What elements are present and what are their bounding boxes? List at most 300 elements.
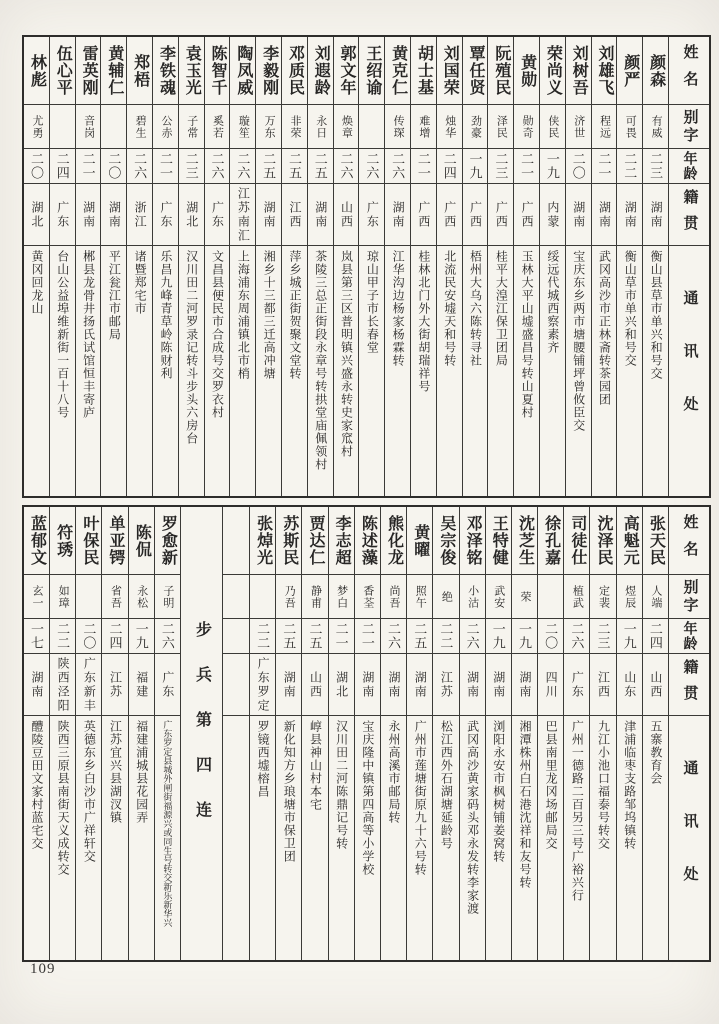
byname-cell [127,105,152,149]
name-cell [463,37,488,105]
person-byname: 尚吾 [388,584,401,609]
byname-cell [155,575,180,619]
name-cell [127,37,152,105]
person-address: 梧州大乌六陈转寻社 [468,250,483,367]
name-cell [512,507,537,575]
person-name: 陈述藻 [359,515,377,566]
person-age: 二四 [441,152,457,180]
address-cell [590,716,615,960]
byname-cell [50,105,75,149]
person-byname: 植武 [571,584,584,609]
person-address: 湘乡十三都三迁高冲塘 [262,250,277,380]
person-address: 宝庆东乡两市塘腰铺坪曾攸臣交 [571,250,586,432]
person-age: 一九 [133,622,149,650]
age-cell [155,619,180,654]
native-cell [355,654,380,716]
address-cell [355,716,380,960]
person-native-place: 广西 [520,200,535,229]
roster-column [50,37,76,496]
person-age: 二四 [647,622,663,650]
age-cell [334,149,359,184]
age-cell [617,149,642,184]
person-native-place: 江西 [596,670,611,699]
person-address: 福建浦城县花园弄 [134,720,149,824]
address-cell [540,246,565,496]
person-native-place: 湖南 [107,200,122,229]
byname-cell [566,105,591,149]
name-cell [329,507,354,575]
person-address: 郴县龙骨井扬氏试馆恒丰寄庐 [81,250,96,419]
native-cell [488,184,513,246]
native-cell [617,184,642,246]
person-address: 黄冈回龙山 [29,250,44,315]
person-native-place: 广东 [210,200,225,229]
person-native-place: 山东 [622,670,637,699]
roster-column [433,507,459,960]
person-name: 邓泽铭 [464,515,482,566]
address-cell [433,716,458,960]
roster-column [179,37,205,496]
person-native-place: 陕西泾阳 [56,656,71,713]
person-age: 一九 [621,622,637,650]
native-cell [250,654,275,716]
person-address: 桂平大湟江保卫团局 [494,250,509,367]
person-native-place: 江苏 [108,670,123,699]
byname-cell [276,575,301,619]
person-address: 茶陵三总正街段永章号转拱堂庙佩领村 [313,250,328,471]
header-cell-address [669,246,709,496]
native-cell [381,654,406,716]
name-cell [153,37,178,105]
byname-cell [488,105,513,149]
native-cell [512,654,537,716]
name-cell [566,37,591,105]
person-name: 郑梧 [131,53,149,88]
name-cell [385,37,410,105]
roster-column [617,37,643,496]
address-cell [334,246,359,496]
age-cell [512,619,537,654]
person-byname: 尤勇 [30,114,43,139]
roster-column [329,507,355,960]
person-byname: 永松 [135,584,148,609]
person-native-place: 湖南 [465,670,480,699]
name-cell [381,507,406,575]
roster-column [153,37,179,496]
person-address: 衡山县草市单兴和号交 [649,250,664,380]
native-cell [460,654,485,716]
name-cell [256,37,281,105]
person-address: 诸暨郑宅市 [133,250,148,315]
person-address: 文昌县便民市合成号交罗衣村 [210,250,225,419]
name-cell [359,37,384,105]
roster-column [50,507,76,960]
person-byname: 公赤 [159,114,172,139]
age-cell [355,619,380,654]
native-cell [540,184,565,246]
native-cell [538,654,563,716]
name-cell [617,507,642,575]
age-cell [76,149,101,184]
byname-cell [385,105,410,149]
byname-cell [463,105,488,149]
roster-column [355,507,381,960]
person-native-place: 广西 [494,200,509,229]
person-native-place: 浙江 [133,200,148,229]
address-cell [308,246,333,496]
person-name: 黄曜 [411,523,429,558]
person-native-place: 湖北 [184,200,199,229]
age-cell [566,149,591,184]
age-cell [538,619,563,654]
person-byname: 侠民 [546,114,559,139]
address-cell [153,246,178,496]
name-cell [155,507,180,575]
age-cell [76,619,101,654]
native-cell [276,654,301,716]
age-cell [308,149,333,184]
name-cell [76,507,101,575]
person-name: 王特健 [490,515,508,566]
person-native-place: 湖北 [334,670,349,699]
byname-cell [381,575,406,619]
person-native-place: 广西 [468,200,483,229]
native-cell [155,654,180,716]
roster-column [590,507,616,960]
native-cell [411,184,436,246]
roster-column [155,507,181,960]
person-native-place: 江苏 [439,670,454,699]
header-cell-age [669,619,709,654]
name-cell [460,507,485,575]
person-name: 张焯光 [254,515,272,566]
age-cell [250,619,275,654]
address-cell [460,716,485,960]
page-number: 109 [30,961,56,977]
byname-cell [617,575,642,619]
person-age: 二五 [281,622,297,650]
person-native-place: 湖南 [649,200,664,229]
person-age: 二六 [159,622,175,650]
person-byname: 玄一 [30,584,43,609]
header-label-age: 年龄 [681,151,697,181]
address-cell [437,246,462,496]
roster-column [24,507,50,960]
header-column [669,507,709,960]
person-age: 二六 [209,152,225,180]
roster-table-lower [22,505,711,962]
person-name: 单亚锷 [107,515,125,566]
address-cell [486,716,511,960]
person-age: 二二 [255,622,271,650]
person-age: 二五 [307,622,323,650]
native-cell [153,184,178,246]
name-cell [302,507,327,575]
header-label-byname: 别字 [681,578,698,615]
address-cell [512,716,537,960]
roster-column [76,507,102,960]
roster-column [359,37,385,496]
age-cell [282,149,307,184]
address-cell [101,246,126,496]
roster-column [282,37,308,496]
name-cell [76,37,101,105]
person-address: 津浦临枣支路邹坞镇转 [622,720,637,850]
person-native-place: 山西 [339,200,354,229]
byname-cell [76,575,101,619]
person-name: 李铁魂 [157,45,175,96]
byname-cell [617,105,642,149]
person-byname: 人端 [649,584,662,609]
header-column [669,37,709,496]
person-native-place: 湖南 [571,200,586,229]
native-cell [302,654,327,716]
roster-column [102,507,128,960]
header-label-name: 姓名 [681,43,698,98]
person-native-place: 广东罗定 [256,656,271,713]
person-age: 二〇 [543,622,559,650]
address-cell [407,716,432,960]
person-name: 叶保民 [80,515,98,566]
native-cell [514,184,539,246]
person-name: 张天民 [647,515,665,566]
person-age: 一九 [467,152,483,180]
header-label-age: 年龄 [681,621,697,651]
roster-column [540,37,566,496]
header-label-address: 通讯处 [681,290,698,449]
person-name: 林彪 [28,53,46,88]
person-address: 永州高溪市邮局转 [387,720,402,824]
person-name: 颜严 [621,53,639,88]
roster-column [276,507,302,960]
byname-cell [102,575,127,619]
age-cell [540,149,565,184]
person-name: 蓝郁文 [28,515,46,566]
person-name: 黄辅仁 [105,45,123,96]
age-cell [486,619,511,654]
person-byname: 小沽 [466,584,479,609]
native-cell [230,184,255,246]
roster-column [24,37,50,496]
name-cell [50,37,75,105]
person-name: 阮殖民 [492,45,510,96]
person-address: 新化知方乡琅塘市保卫团 [282,720,297,863]
person-age: 二二 [622,152,638,180]
person-age: 二三 [493,152,509,180]
roster-column [381,507,407,960]
person-address: 琼山甲子市长春堂 [365,250,380,354]
person-byname: 传琛 [392,114,405,139]
address-cell [463,246,488,496]
name-cell [24,507,49,575]
byname-cell [329,575,354,619]
empty-cell [223,654,249,716]
roster-column [205,37,231,496]
age-cell [102,619,127,654]
byname-cell [590,575,615,619]
byname-cell [486,575,511,619]
byname-cell [433,575,458,619]
name-cell [590,507,615,575]
address-cell [50,716,75,960]
person-address: 汉川田二河陈鼎记号转 [334,720,349,850]
name-cell [514,37,539,105]
person-name: 苏斯民 [280,515,298,566]
byname-cell [24,105,49,149]
person-native-place: 江西 [287,200,302,229]
name-cell [205,37,230,105]
person-age: 二二 [438,622,454,650]
person-native-place: 山西 [308,670,323,699]
person-byname: 焕章 [340,114,353,139]
address-cell [24,716,49,960]
address-cell [643,246,668,496]
person-byname: 劲豪 [469,114,482,139]
person-native-place: 广西 [442,200,457,229]
section-divider-column [181,507,223,960]
address-cell [256,246,281,496]
native-cell [308,184,333,246]
name-cell [488,37,513,105]
person-native-place: 湖南 [413,670,428,699]
person-byname: 奚若 [211,114,224,139]
header-cell-byname [669,105,709,149]
person-native-place: 湖南 [282,670,297,699]
native-cell [463,184,488,246]
byname-cell [302,575,327,619]
person-address: 台山公益埠维新街一百十八号 [55,250,70,419]
person-address: 崞县神山村本宅 [308,720,323,811]
native-cell [282,184,307,246]
person-byname: 武安 [492,584,505,609]
byname-cell [355,575,380,619]
native-cell [205,184,230,246]
header-cell-native [669,184,709,246]
roster-column [488,37,514,496]
age-cell [129,619,154,654]
address-cell [592,246,617,496]
person-age: 二三 [648,152,664,180]
person-address: 巴县南里龙冈场邮局交 [544,720,559,850]
age-cell [127,149,152,184]
person-native-place: 四川 [544,670,559,699]
roster-column [643,507,669,960]
age-cell [230,149,255,184]
person-byname: 省吾 [109,584,122,609]
name-cell [308,37,333,105]
person-byname: 勋奇 [521,114,534,139]
person-byname: 香荃 [361,584,374,609]
name-cell [643,507,668,575]
person-address: 绥远代城西察素齐 [545,250,560,354]
person-native-place: 广东新丰 [82,656,97,713]
age-cell [329,619,354,654]
section-label: 步兵第四连 [193,621,211,846]
person-name: 刘雄飞 [596,45,613,96]
name-cell [250,507,275,575]
name-cell [592,37,617,105]
roster-column [617,507,643,960]
header-label-name: 姓名 [681,513,698,568]
address-cell [127,246,152,496]
name-cell [101,37,126,105]
byname-cell [250,575,275,619]
age-cell [407,619,432,654]
person-age: 二一 [359,622,375,650]
age-cell [411,149,436,184]
byname-cell [153,105,178,149]
person-name: 刘国荣 [441,45,459,96]
name-cell [538,507,563,575]
header-cell-name [669,507,709,575]
person-name: 熊化龙 [385,515,403,566]
person-native-place: 广东 [55,200,70,229]
person-age: 二四 [107,622,123,650]
age-cell [50,149,75,184]
address-cell [276,716,301,960]
person-address: 萍乡城正街贺聚文堂转 [287,250,302,380]
person-address: 广州一德路二百另三号广裕兴行 [570,720,585,902]
native-cell [564,654,589,716]
roster-column [411,37,437,496]
empty-column [223,507,250,960]
person-name: 贾达仁 [306,515,324,566]
roster-table-upper [22,35,711,498]
age-cell [643,619,668,654]
address-cell [385,246,410,496]
address-cell [564,716,589,960]
address-cell [129,716,154,960]
person-byname: 有威 [650,114,663,139]
byname-cell [282,105,307,149]
name-cell [407,507,432,575]
person-address: 江华沟边杨家杨霖转 [391,250,406,367]
roster-column [463,37,489,496]
name-cell [230,37,255,105]
roster-column [592,37,618,496]
byname-cell [592,105,617,149]
address-cell [155,716,180,960]
person-name: 王绍谕 [363,45,381,96]
person-age: 二五 [312,152,328,180]
header-label-native: 籍贯 [681,188,698,241]
byname-cell [460,575,485,619]
byname-cell [76,105,101,149]
roster-column [538,507,564,960]
person-age: 二一 [519,152,535,180]
person-address: 北流民安墟天和号转 [442,250,457,367]
person-name: 黄克仁 [389,45,407,96]
person-name: 陶凤威 [234,45,252,96]
person-age: 二一 [157,152,173,180]
person-native-place: 湖北 [29,200,44,229]
person-native-place: 广西 [416,200,431,229]
age-cell [617,619,642,654]
person-address: 醴陵豆田文家村蓝宅交 [29,720,44,850]
person-native-place: 湖南 [491,670,506,699]
person-byname: 璇笙 [237,114,250,139]
address-cell [381,716,406,960]
person-byname: 程远 [598,114,611,139]
person-address: 广州市莲塘街原九十六号转 [413,720,428,876]
person-byname: 子明 [161,584,174,609]
native-cell [334,184,359,246]
person-age: 二六 [390,152,406,180]
person-native-place: 湖南 [597,200,612,229]
person-name: 胡士基 [415,45,433,96]
person-native-place: 湖南 [623,200,638,229]
byname-cell [538,575,563,619]
